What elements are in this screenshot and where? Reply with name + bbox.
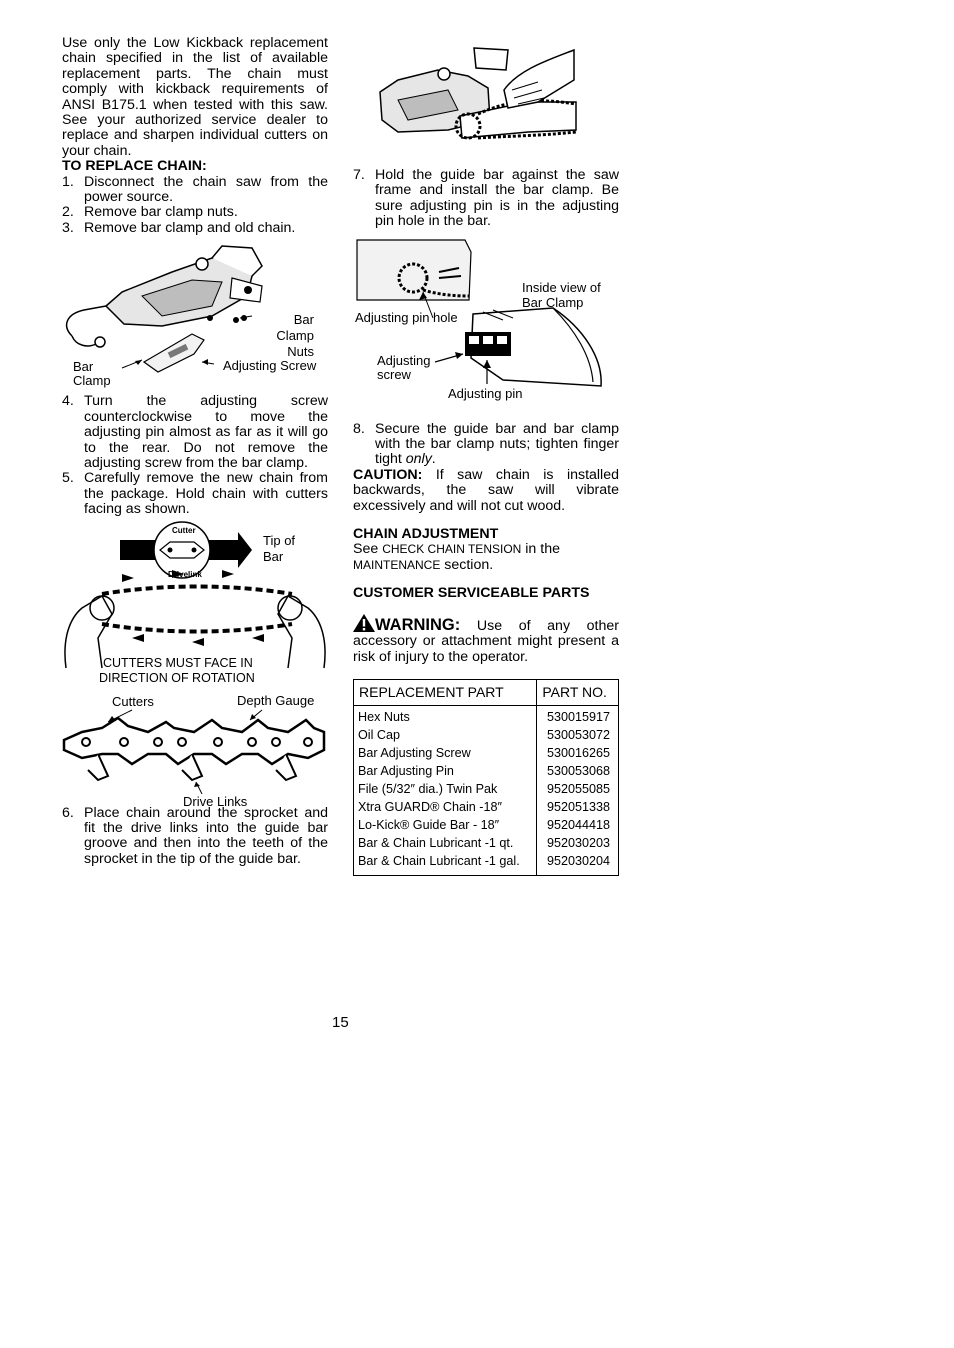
page-number: 15 <box>332 1014 349 1031</box>
table-row: Bar & Chain Lubricant -1 qt. 952030203 <box>354 835 619 853</box>
parts-heading: CUSTOMER SERVICEABLE PARTS <box>353 585 590 602</box>
label-drivelink: Drivelink <box>168 569 202 579</box>
intro-paragraph: Use only the Low Kickback replacement chain specified in the list of available replacement parts. The chain must comply with kickback requirements of ANSI B175.1 when tested with this saw. See your authorized service dealer to replace and sharpen individual cutters on your chain. <box>62 35 328 159</box>
label-inside-view: Inside view of Bar Clamp <box>522 279 601 310</box>
steps-8 <box>353 422 619 468</box>
steps-6 <box>62 806 328 868</box>
replace-chain-heading: TO REPLACE CHAIN: <box>62 158 207 175</box>
step-5: 5. Carefully remove the new chain from the package. Hold chain with cutters facing as shown. <box>62 470 328 518</box>
label-adjusting-pin-hole: Adjusting pin hole <box>355 309 458 325</box>
figure-saw-bar-clamp <box>62 236 328 394</box>
table-row: File (5/32″ dia.) Twin Pak 952055085 <box>354 781 619 799</box>
label-cutter: Cutter <box>172 525 196 535</box>
figure-cutters-direction <box>62 518 328 688</box>
install-chain-illustration <box>378 40 578 152</box>
table-row: Bar Adjusting Pin 530053068 <box>354 763 619 781</box>
label-tip-of-bar: Tip of Bar <box>263 532 296 564</box>
table-row: Bar Adjusting Screw 530016265 <box>354 745 619 763</box>
steps-7 <box>353 168 619 230</box>
label-drive-links: Drive Links <box>183 793 248 809</box>
step-4: 4. Turn the adjusting screw counterclockwise to move the adjusting pin almost as far as it will go to the rear. Do not remove the adjusting screw from the bar clamp. <box>62 393 328 471</box>
table-row: Oil Cap 530053072 <box>354 727 619 745</box>
warning-paragraph: WARNING: Use of any other accessory or attachment might present a risk of injury to the operator. <box>353 615 619 665</box>
right-column <box>353 168 619 876</box>
table-row: Lo-Kick® Guide Bar - 18″ 952044418 <box>354 817 619 835</box>
caption-direction-of-rotation: DIRECTION OF ROTATION <box>99 670 255 685</box>
warning-triangle-icon <box>353 614 375 632</box>
label-bar-clamp-nuts: Bar Clamp Nuts <box>276 312 314 360</box>
step-1: 1. Disconnect the chain saw from the power source. <box>62 173 328 206</box>
parts-table <box>353 679 619 876</box>
label-depth-gauge: Depth Gauge <box>237 692 315 708</box>
table-row: Hex Nuts 530015917 <box>354 706 619 727</box>
chain-adjustment-text: See CHECK CHAIN TENSION in the MAINTENANCE section. <box>353 541 560 573</box>
label-adjusting-pin: Adjusting pin <box>448 385 523 401</box>
label-cutters: Cutters <box>112 693 154 709</box>
table-row: Bar & Chain Lubricant -1 gal. 952030204 <box>354 853 619 876</box>
figure-install-chain <box>378 40 578 152</box>
label-adjusting-screw-right: Adjusting screw <box>377 352 431 382</box>
figure-chain-parts <box>62 688 328 809</box>
step-8: 8. Secure the guide bar and bar clamp with the bar clamp nuts; tighten finger tight only. <box>353 420 619 468</box>
caution-paragraph: CAUTION: If saw chain is installed backwards, the saw will vibrate excessively and will not cut wood. <box>353 466 619 514</box>
step-3: 3. Remove bar clamp and old chain. <box>62 219 296 236</box>
table-row: Xtra GUARD® Chain -18″ 952051338 <box>354 799 619 817</box>
chain-adjustment-heading: CHAIN ADJUSTMENT <box>353 526 499 543</box>
label-bar-clamp: Bar Clamp <box>73 359 111 389</box>
steps-4-5 <box>62 394 328 517</box>
step-2: 2. Remove bar clamp nuts. <box>62 204 238 221</box>
table-header-row <box>354 679 619 705</box>
step-6: 6. Place chain around the sprocket and fit the drive links into the guide bar groove and then into the teeth of the sprocket in the tip of the guide bar. <box>62 804 328 867</box>
header-part-no: PART NO. <box>537 679 619 705</box>
step-7: 7. Hold the guide bar against the saw frame and install the bar clamp. Be sure adjusting pin is in the adjusting pin hole in the bar. <box>353 167 619 230</box>
steps-1-3 <box>62 175 328 237</box>
header-replacement-part: REPLACEMENT PART <box>354 679 537 705</box>
label-adjusting-screw: Adjusting Screw <box>223 358 317 374</box>
caption-cutters-must-face: CUTTERS MUST FACE IN <box>103 655 253 670</box>
left-column <box>62 36 328 867</box>
figure-adjusting-pin <box>353 238 619 416</box>
